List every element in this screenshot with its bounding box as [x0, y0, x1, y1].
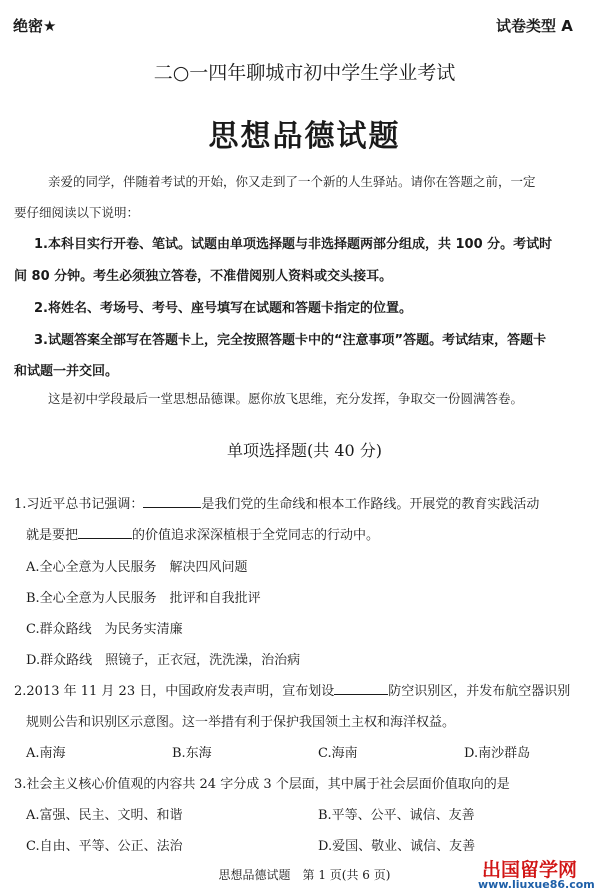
note-1-line-1: 1.本科目实行开卷、笔试。试题由单项选择题与非选择题两部分组成，共 100 分。考试时	[34, 237, 553, 252]
intro-line-2: 要仔细阅读以下说明：	[14, 205, 140, 220]
answer-blank	[334, 680, 388, 695]
question-2-option-a: A.南海	[26, 746, 66, 761]
note-3-line-2: 和试题一并交回。	[14, 364, 119, 379]
paper-type: 试卷类型 A	[496, 17, 573, 35]
question-1-option-c: C.群众路线 为民务实清廉	[26, 622, 183, 637]
answer-blank	[78, 524, 132, 539]
intro-line-1: 亲爱的同学，伴随着考试的开始，你又走到了一个新的人生驿站。请你在答题之前，一定	[48, 174, 536, 189]
closing-line: 这是初中学段最后一堂思想品德课。愿你放飞思维，充分发挥，争取交一份圆满答卷。	[48, 391, 524, 406]
question-2-option-b: B.东海	[172, 746, 212, 761]
question-3-option-d: D.爱国、敬业、诚信、友善	[318, 839, 476, 854]
question-1-option-b: B.全心全意为人民服务 批评和自我批评	[26, 591, 261, 606]
question-1-line-2: 就是要把 的价值追求深深植根于全党同志的行动中。	[26, 524, 379, 543]
question-1-line-1: 1.习近平总书记强调： 是我们党的生命线和根本工作路线。开展党的教育实践活动	[14, 493, 539, 512]
secret-mark: 绝密★	[13, 17, 57, 35]
watermark-brand: 出国留学网	[482, 859, 578, 881]
page-footer: 思想品德试题 第 1 页(共 6 页)	[218, 868, 391, 882]
note-1-line-2: 间 80 分钟。考生必须独立答卷，不准借阅别人资料或交头接耳。	[14, 269, 393, 284]
question-2-line-1: 2.2013 年 11 月 23 日，中国政府发表声明，宣布划设 防空识别区，并发布航空器识别	[14, 680, 570, 699]
question-2-option-c: C.海南	[318, 746, 358, 761]
exam-title: 二○一四年聊城市初中学生学业考试	[153, 62, 456, 84]
section-title: 单项选择题(共 40 分)	[226, 441, 383, 460]
question-3-option-a: A.富强、民主、文明、和谐	[26, 808, 183, 823]
note-3-line-1: 3.试题答案全部写在答题卡上，完全按照答题卡中的“注意事项”答题。考试结束，答题卡	[34, 333, 547, 348]
answer-blank	[143, 493, 201, 508]
question-3-option-c: C.自由、平等、公正、法治	[26, 839, 183, 854]
question-3-option-b: B.平等、公平、诚信、友善	[318, 808, 475, 823]
note-2: 2.将姓名、考场号、考号、座号填写在试题和答题卡指定的位置。	[34, 301, 412, 316]
question-1-option-a: A.全心全意为人民服务 解决四风问题	[26, 560, 248, 575]
question-3-line-1: 3.社会主义核心价值观的内容共 24 字分成 3 个层面，其中属于社会层面价值取向的是	[14, 777, 510, 792]
question-2-line-2: 规则公告和识别区示意图。这一举措有利于保护我国领土主权和海洋权益。	[26, 715, 456, 730]
question-1-option-d: D.群众路线 照镜子，正衣冠，洗洗澡，治治病	[26, 653, 301, 668]
question-2-option-d: D.南沙群岛	[464, 746, 531, 761]
subject-title: 思想品德试题	[208, 119, 401, 154]
watermark-url: www.liuxue86.com	[478, 878, 595, 891]
